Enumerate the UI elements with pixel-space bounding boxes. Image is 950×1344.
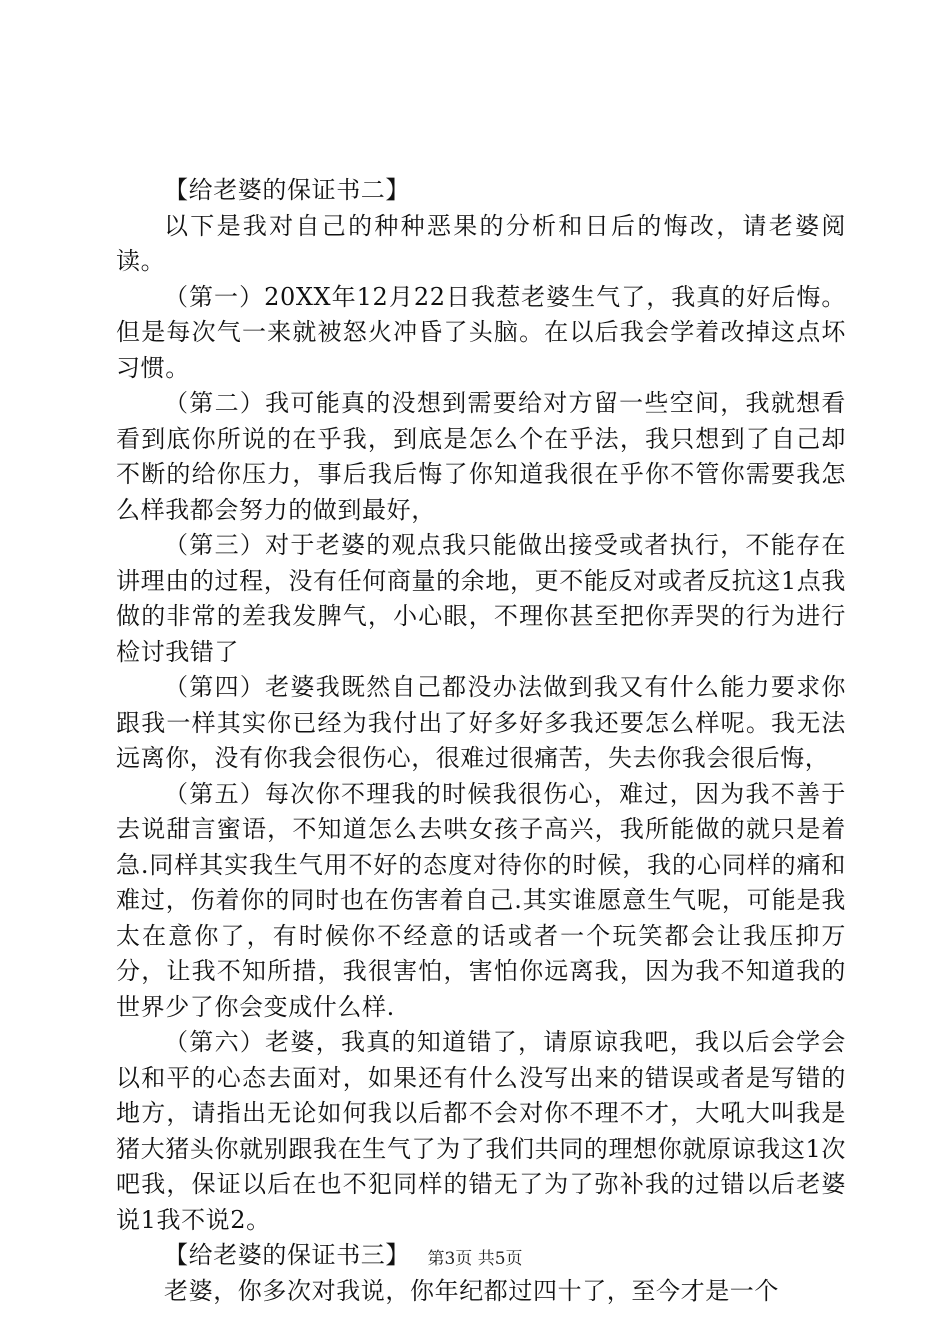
section-heading: 【给老婆的保证书二】 xyxy=(164,176,410,204)
paragraph: （第一）20XX年12月22日我惹老婆生气了，我真的好后悔。但是每次气一来就被怒火冲昏了头脑。在以后我会学着改掉这点坏习惯。 xyxy=(116,282,846,382)
page-footer: 第3页 共5页 xyxy=(427,1249,523,1269)
document-body xyxy=(116,173,846,1309)
paragraph: 老婆，你多次对我说，你年纪都过四十了，至今才是一个 xyxy=(164,1276,779,1305)
paragraph: （第三）对于老婆的观点我只能做出接受或者执行，不能存在讲理由的过程，没有任何商量的余地，更不能反对或者反抗这1点我做的非常的差我发脾气，小心眼，不理你甚至把你弄哭的行为进行检讨我错了 xyxy=(116,531,846,666)
paragraph: （第五）每次你不理我的时候我很伤心，难过，因为我不善于去说甜言蜜语，不知道怎么去哄女孩子高兴，我所能做的就只是着急.同样其实我生气用不好的态度对待你的时候，我的心同样的痛和难过，伤着你的同时也在伤害着自己.其实谁愿意生气呢，可能是我太在意你了，有时候你不经意的话或者一个玩笑都会让我压抑万分，让我不知所措，我很害怕，害怕你远离我，因为我不知道我的世界少了你会变成什么样. xyxy=(116,779,846,1021)
paragraph: （第六）老婆，我真的知道错了，请原谅我吧，我以后会学会以和平的心态去面对，如果还有什么没写出来的错误或者是写错的地方，请指出无论如何我以后都不会对你不理不才，大吼大叫我是猪大猪头你就别跟我在生气了为了我们共同的理想你就原谅我这1次吧我，保证以后在也不犯同样的错无了为了弥补我的过错以后老婆说1我不说2。 xyxy=(116,1028,846,1234)
paragraph: （第二）我可能真的没想到需要给对方留一些空间，我就想看看到底你所说的在乎我，到底是怎么个在乎法，我只想到了自己却不断的给你压力，事后我后悔了你知道我很在乎你不管你需要我怎么样我都会努力的做到最好， xyxy=(116,389,846,524)
paragraph: 以下是我对自己的种种恶果的分析和日后的悔改，请老婆阅读。 xyxy=(116,211,846,275)
paragraph: （第四）老婆我既然自己都没办法做到我又有什么能力要求你跟我一样其实你已经为我付出了好多好多我还要怎么样呢。我无法远离你，没有你我会很伤心，很难过很痛苦，失去你我会很后悔， xyxy=(116,673,846,772)
section-heading: 【给老婆的保证书三】 xyxy=(164,1241,410,1269)
